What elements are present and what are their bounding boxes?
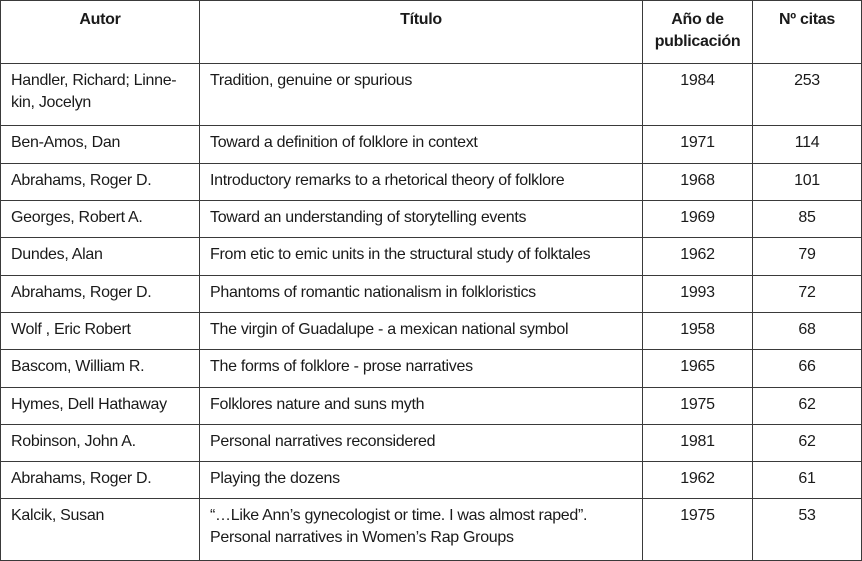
table-row (1, 276, 862, 313)
cell-citas: 62 (753, 425, 862, 462)
cell-citas: 62 (753, 388, 862, 425)
table-row (1, 126, 862, 164)
cell-citas: 66 (753, 350, 862, 388)
cell-citas: 72 (753, 276, 862, 313)
cell-titulo: Toward an understanding of storytelling events (200, 201, 643, 238)
header-row (1, 1, 862, 64)
cell-anio: 1984 (643, 64, 753, 126)
cell-titulo: Playing the dozens (200, 462, 643, 499)
cell-citas: 68 (753, 313, 862, 350)
cell-citas: 253 (753, 64, 862, 126)
cell-autor: Abrahams, Roger D. (1, 276, 200, 313)
cell-titulo: The virgin of Guadalupe - a mexican national symbol (200, 313, 643, 350)
cell-anio: 1969 (643, 201, 753, 238)
table-row (1, 313, 862, 350)
cell-titulo: From etic to emic units in the structural study of folktales (200, 238, 643, 276)
cell-anio: 1993 (643, 276, 753, 313)
cell-anio: 1975 (643, 499, 753, 561)
cell-autor: Kalcik, Susan (1, 499, 200, 561)
cell-citas: 61 (753, 462, 862, 499)
table-row (1, 238, 862, 276)
cell-autor: Wolf , Eric Robert (1, 313, 200, 350)
cell-anio: 1962 (643, 462, 753, 499)
table-row (1, 388, 862, 425)
table-row (1, 201, 862, 238)
cell-autor: Hymes, Dell Hathaway (1, 388, 200, 425)
cell-anio: 1958 (643, 313, 753, 350)
cell-citas: 85 (753, 201, 862, 238)
table-body (1, 64, 862, 561)
cell-titulo: Personal narratives reconsidered (200, 425, 643, 462)
cell-titulo: “…Like Ann’s gynecologist or time. I was almost raped”. Personal narratives in Women’s Rap Groups (200, 499, 643, 561)
cell-autor: Bascom, William R. (1, 350, 200, 388)
cell-anio: 1965 (643, 350, 753, 388)
cell-titulo: Folklores nature and suns myth (200, 388, 643, 425)
cell-autor: Georges, Robert A. (1, 201, 200, 238)
cell-titulo: The forms of folklore - prose narratives (200, 350, 643, 388)
cell-autor: Abrahams, Roger D. (1, 462, 200, 499)
cell-autor: Robinson, John A. (1, 425, 200, 462)
cell-anio: 1981 (643, 425, 753, 462)
table-row (1, 64, 862, 126)
table-row (1, 164, 862, 201)
cell-anio: 1968 (643, 164, 753, 201)
cell-autor: Dundes, Alan (1, 238, 200, 276)
table-row (1, 462, 862, 499)
table-row (1, 350, 862, 388)
header-autor: Autor (1, 1, 200, 64)
header-titulo: Título (200, 1, 643, 64)
cell-titulo: Tradition, genuine or spurious (200, 64, 643, 126)
cell-citas: 79 (753, 238, 862, 276)
cell-citas: 114 (753, 126, 862, 164)
table-row (1, 425, 862, 462)
cell-autor: Abrahams, Roger D. (1, 164, 200, 201)
cell-anio: 1971 (643, 126, 753, 164)
cell-citas: 53 (753, 499, 862, 561)
cell-titulo: Introductory remarks to a rhetorical theory of folklore (200, 164, 643, 201)
cell-anio: 1975 (643, 388, 753, 425)
cell-titulo: Toward a definition of folklore in context (200, 126, 643, 164)
cell-autor: Handler, Richard; Linne-kin, Jocelyn (1, 64, 200, 126)
cell-autor: Ben-Amos, Dan (1, 126, 200, 164)
cell-citas: 101 (753, 164, 862, 201)
cell-anio: 1962 (643, 238, 753, 276)
cell-titulo: Phantoms of romantic nationalism in folkloristics (200, 276, 643, 313)
header-citas: Nº citas (753, 1, 862, 64)
table-row (1, 499, 862, 561)
header-anio: Año de publicación (643, 1, 753, 64)
